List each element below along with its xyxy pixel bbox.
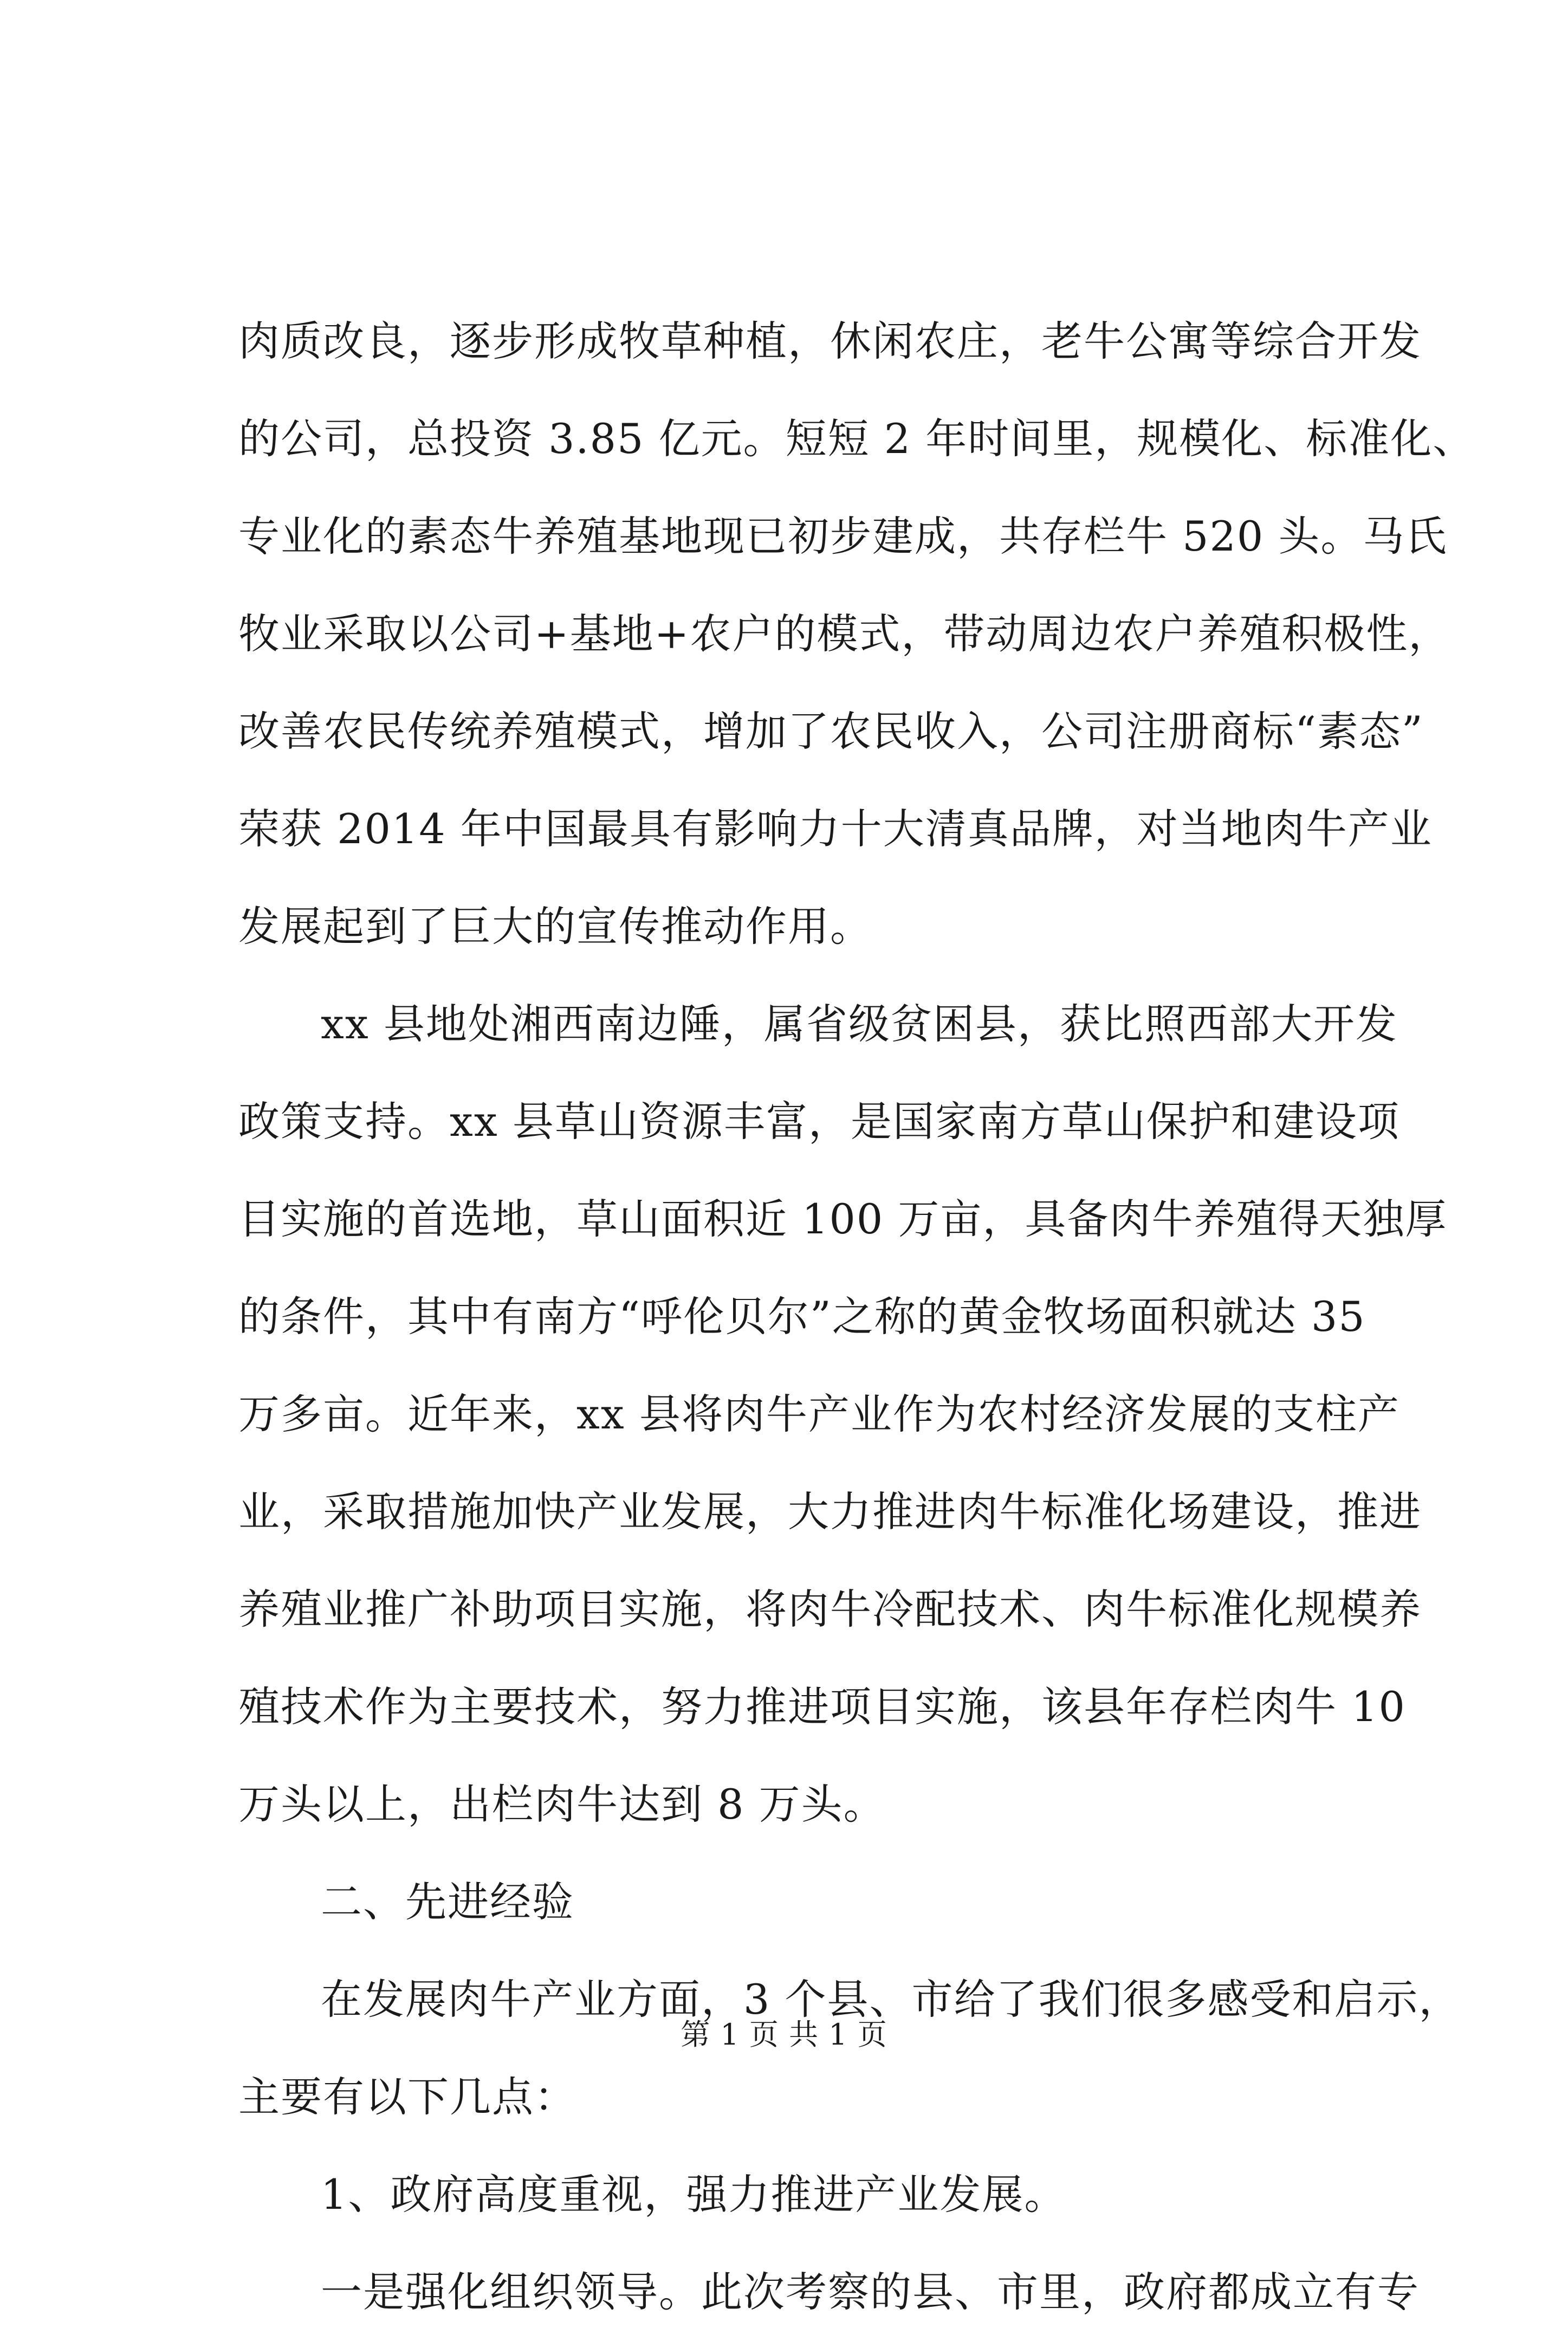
text-line: 政策支持。xx 县草山资源丰富，是国家南方草山保护和建设项 [238,1097,1400,1146]
paragraph-company-overview [238,293,1475,975]
text-line: 殖技术作为主要技术，努力推进项目实施，该县年存栏肉牛 10 [238,1683,1406,1731]
text-line: 养殖业推广补助项目实施，将肉牛冷配技术、肉牛标准化规模养 [238,1585,1422,1633]
text-line: 在发展肉牛产业方面，3 个县、市给了我们很多感受和启示， [321,1975,1461,2023]
text-line: 专业化的素态牛养殖基地现已初步建成，共存栏牛 520 头。马氏 [238,512,1448,560]
subheading-text: 1、政府高度重视，强力推进产业发展。 [321,2170,1067,2219]
text-line: 目实施的首选地，草山面积近 100 万亩，具备肉牛养殖得天独厚 [238,1195,1448,1243]
page-number-label: 第 1 页 共 1 页 [681,2017,887,2052]
paragraph-organization-leadership [238,2243,1420,2341]
text-line: 荣获 2014 年中国最具有影响力十大清真品牌，对当地肉牛产业 [238,805,1433,853]
text-line: xx 县地处湘西南边陲，属省级贫困县，获比照西部大开发 [321,1000,1398,1048]
paragraph-county-overview [238,975,1448,1853]
text-line: 肉质改良，逐步形成牧草种植，休闲农庄，老牛公寓等综合开发 [238,317,1422,365]
text-line: 万头以上，出栏肉牛达到 8 万头。 [238,1780,886,1828]
text-line: 万多亩。近年来，xx 县将肉牛产业作为农村经济发展的支柱产 [238,1390,1400,1438]
text-line: 主要有以下几点： [238,2073,576,2121]
text-line: 改善农民传统养殖模式，增加了农民收入，公司注册商标“素态” [238,707,1424,755]
text-line: 一是强化组织领导。此次考察的县、市里，政府都成立有专 [321,2268,1420,2316]
text-line: 的条件，其中有南方“呼伦贝尔”之称的黄金牧场面积就达 35 [238,1292,1366,1341]
text-line: 的公司，总投资 3.85 亿元。短短 2 年时间里，规模化、标准化、 [238,415,1475,463]
section-heading [238,1853,1376,1951]
page-footer [0,2016,1568,2054]
text-line: 牧业采取以公司+基地+农户的模式，带动周边农户养殖积极性， [238,610,1451,658]
text-line: 发展起到了巨大的宣传推动作用。 [238,902,872,950]
section-heading-text: 二、先进经验 [321,1878,574,1926]
subheading-point-1 [238,2146,1376,2243]
text-line: 业，采取措施加快产业发展，大力推进肉牛标准化场建设，推进 [238,1488,1422,1536]
